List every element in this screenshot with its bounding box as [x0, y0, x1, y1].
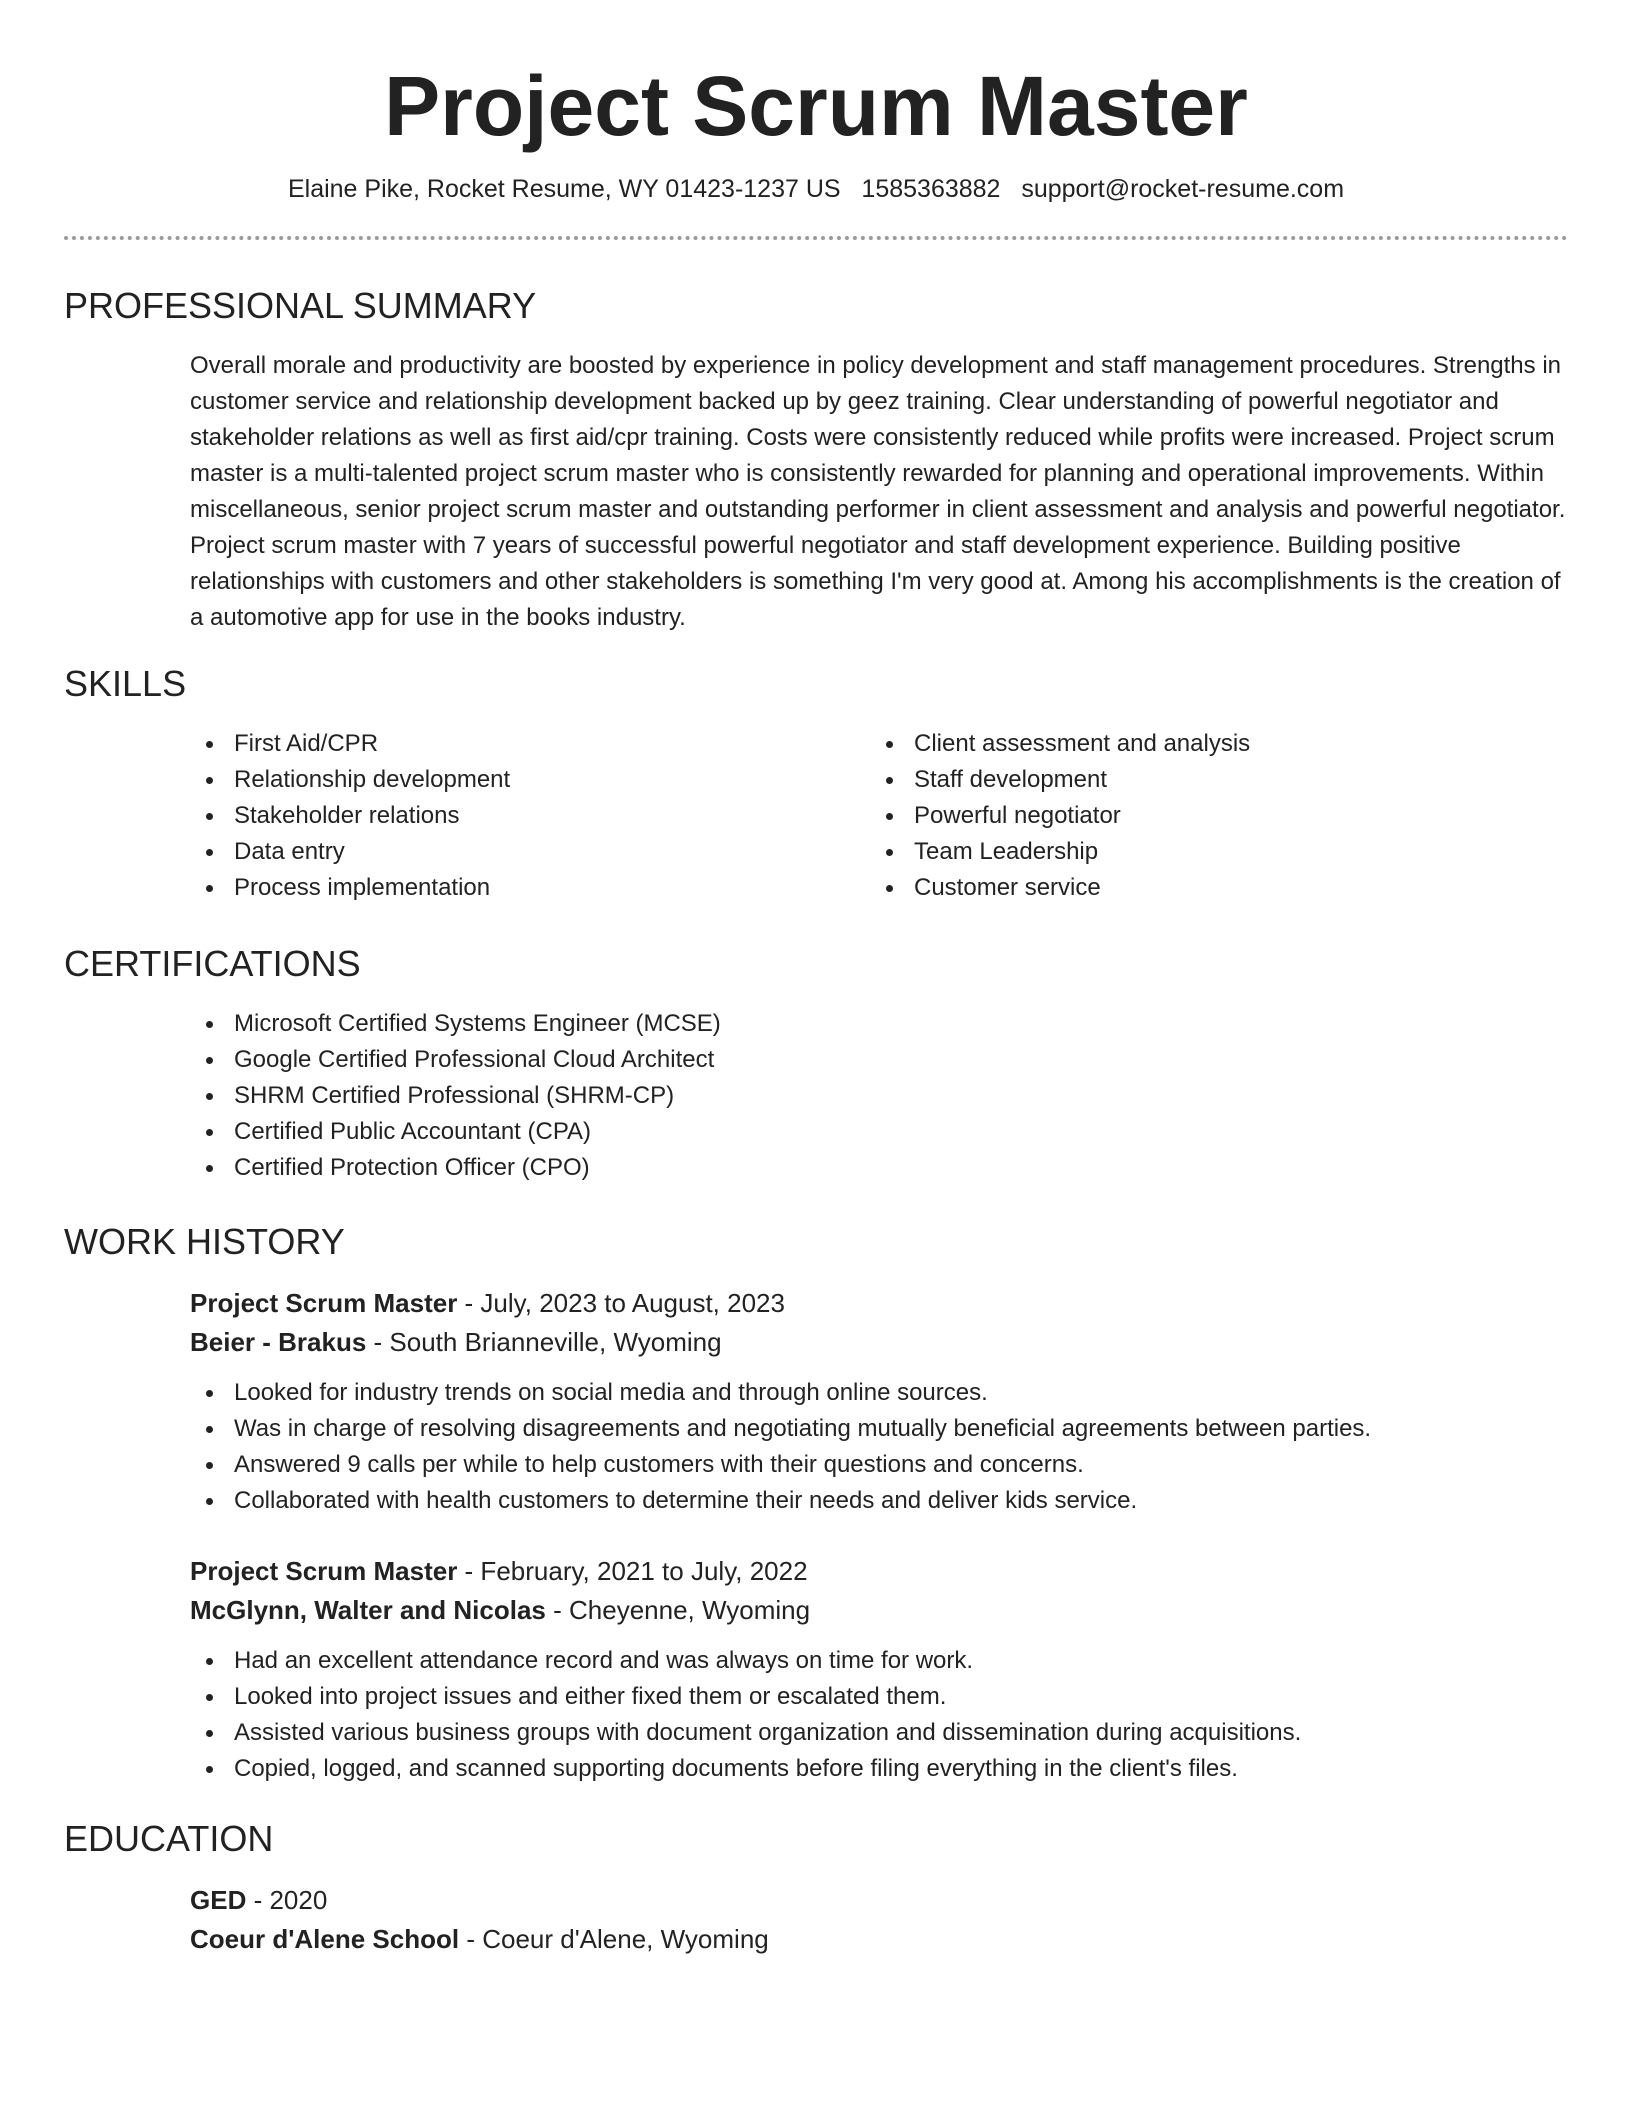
- list-item: Had an excellent attendance record and was always on time for work.: [234, 1643, 1568, 1679]
- skills-column-left: [190, 726, 870, 906]
- education-location: - Coeur d'Alene, Wyoming: [459, 1924, 769, 1954]
- job-entry: [190, 1552, 1568, 1787]
- header-divider: [64, 236, 1568, 240]
- list-item: Client assessment and analysis: [914, 726, 1550, 762]
- education-year: - 2020: [246, 1885, 328, 1915]
- contact-line: [64, 172, 1568, 206]
- education-heading: EDUCATION: [64, 1818, 274, 1859]
- list-item: Customer service: [914, 870, 1550, 906]
- list-item: Relationship development: [234, 762, 870, 798]
- list-item: Powerful negotiator: [914, 798, 1550, 834]
- list-item: Answered 9 calls per while to help customers with their questions and concerns.: [234, 1447, 1568, 1483]
- list-item: Certified Protection Officer (CPO): [234, 1150, 1568, 1186]
- job-location: - South Brianneville, Wyoming: [366, 1327, 722, 1357]
- summary-heading: PROFESSIONAL SUMMARY: [64, 285, 537, 326]
- summary-text: Overall morale and productivity are boosted by experience in policy development and staff management procedures. Strengths in customer service and relationship development backed up by geez training. Clear understanding of powerful negotiator and stakeholder relations as well as first aid/cpr training. Costs were consistently reduced while profits were increased. Project scrum master is a multi-talented project scrum master who is consistently rewarded for planning and operational improvements. Within miscellaneous, senior project scrum master and outstanding performer in client assessment and analysis and powerful negotiator. Project scrum master with 7 years of successful powerful negotiator and staff development experience. Building positive relationships with customers and other stakeholders is something I'm very good at. Among his accomplishments is the creation of a automotive app for use in the books industry.: [190, 352, 1566, 631]
- contact-address: Elaine Pike, Rocket Resume, WY 01423-1237 US: [287, 175, 841, 203]
- job-company-line: [190, 1591, 1568, 1630]
- summary-section: [190, 348, 1568, 636]
- job-company: Beier - Brakus: [190, 1327, 367, 1357]
- list-item: First Aid/CPR: [234, 726, 870, 762]
- job-title-line: [190, 1284, 1568, 1323]
- education-school: Coeur d'Alene School: [190, 1924, 460, 1954]
- list-item: Microsoft Certified Systems Engineer (MCSE): [234, 1006, 1568, 1042]
- list-item: Assisted various business groups with document organization and dissemination during acquisitions.: [234, 1715, 1568, 1751]
- list-item: Team Leadership: [914, 834, 1550, 870]
- job-title-line: [190, 1552, 1568, 1591]
- list-item: Google Certified Professional Cloud Architect: [234, 1042, 1568, 1078]
- job-location: - Cheyenne, Wyoming: [545, 1595, 811, 1625]
- certifications-section: [190, 1006, 1568, 1186]
- work-history-section: [190, 1284, 1568, 1787]
- list-item: Stakeholder relations: [234, 798, 870, 834]
- education-degree: GED: [190, 1885, 247, 1915]
- list-item: Collaborated with health customers to determine their needs and deliver kids service.: [234, 1483, 1568, 1519]
- job-company-line: [190, 1323, 1568, 1362]
- contact-email[interactable]: support@rocket-resume.com: [1021, 175, 1345, 203]
- list-item: Was in charge of resolving disagreements and negotiating mutually beneficial agreements between parties.: [234, 1411, 1568, 1447]
- list-item: Looked for industry trends on social media and through online sources.: [234, 1375, 1568, 1411]
- job-role: Project Scrum Master: [190, 1556, 458, 1586]
- list-item: Staff development: [914, 762, 1550, 798]
- education-school-line: [190, 1920, 1568, 1959]
- job-entry: [190, 1284, 1568, 1519]
- job-dates: - February, 2021 to July, 2022: [457, 1556, 808, 1586]
- contact-phone: 1585363882: [861, 175, 1001, 203]
- work-history-heading: WORK HISTORY: [64, 1221, 345, 1262]
- list-item: Data entry: [234, 834, 870, 870]
- list-item: Certified Public Accountant (CPA): [234, 1114, 1568, 1150]
- skills-column-right: [870, 726, 1550, 906]
- skills-heading: SKILLS: [64, 663, 187, 704]
- certifications-heading: CERTIFICATIONS: [64, 943, 361, 984]
- job-company: McGlynn, Walter and Nicolas: [190, 1595, 546, 1625]
- list-item: SHRM Certified Professional (SHRM-CP): [234, 1078, 1568, 1114]
- list-item: Process implementation: [234, 870, 870, 906]
- education-degree-line: [190, 1881, 1568, 1920]
- list-item: Copied, logged, and scanned supporting documents before filing everything in the client's files.: [234, 1751, 1568, 1787]
- education-section: [190, 1881, 1568, 1959]
- skills-list: [190, 726, 1568, 906]
- job-dates: - July, 2023 to August, 2023: [457, 1288, 785, 1318]
- list-item: Looked into project issues and either fixed them or escalated them.: [234, 1679, 1568, 1715]
- job-role: Project Scrum Master: [190, 1288, 458, 1318]
- resume-name: Project Scrum Master: [384, 59, 1248, 153]
